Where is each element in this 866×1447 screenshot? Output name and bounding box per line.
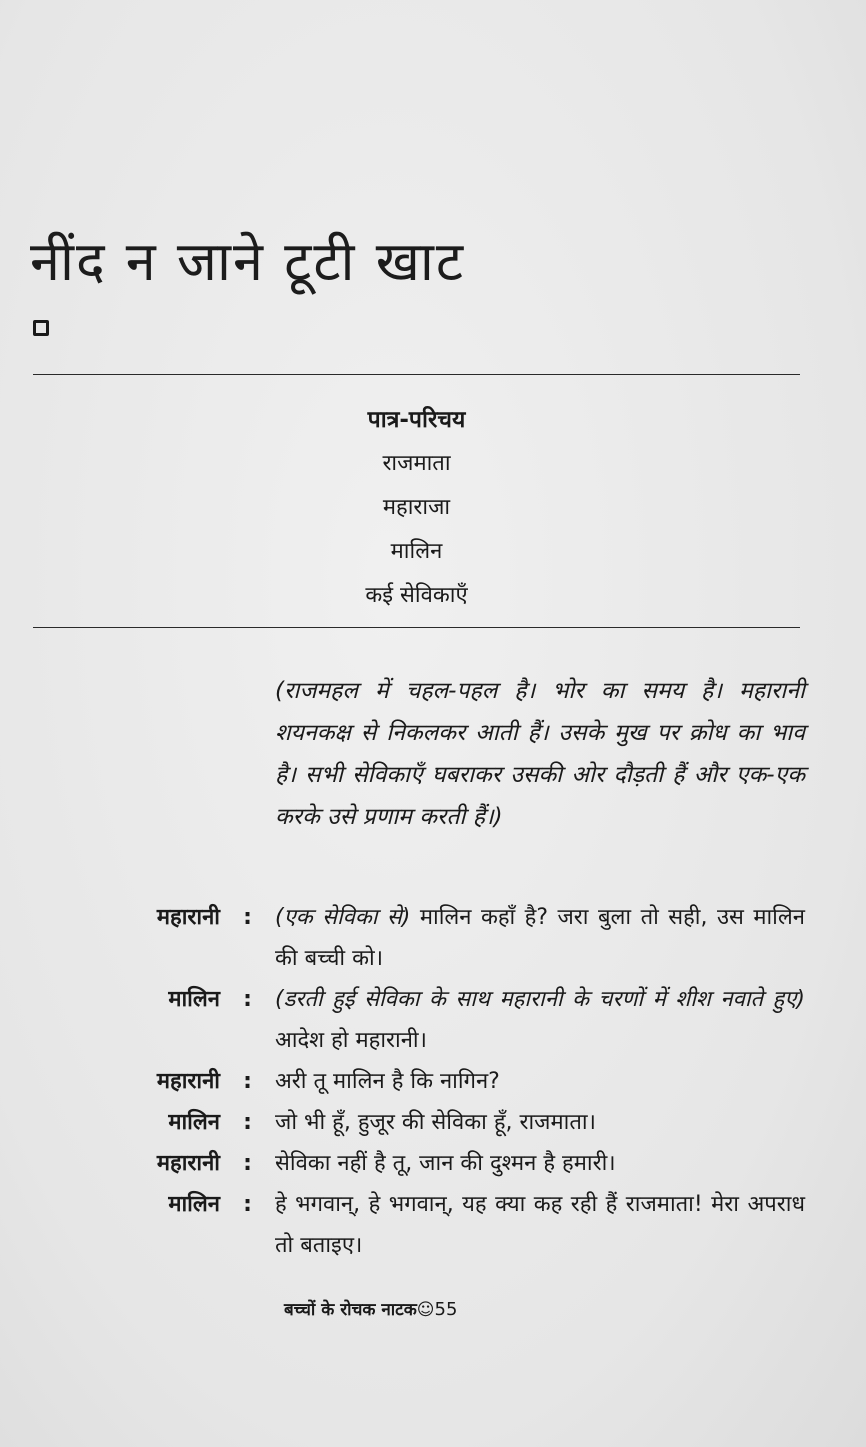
speaker-name: मालिन	[168, 1192, 220, 1217]
dialogue-line	[0, 1102, 866, 1143]
bottom-divider	[33, 627, 800, 628]
speaker-colon: :	[243, 987, 252, 1012]
dialogue-speech: आदेश हो महारानी।	[275, 1028, 427, 1053]
play-title: नींद न जाने टूटी खाट	[30, 230, 466, 293]
dialogue-text	[275, 897, 805, 979]
top-divider	[33, 374, 800, 375]
dialogue-direction: (एक सेविका से)	[275, 905, 411, 930]
dialogue-list	[0, 897, 866, 1266]
cast-member: कई सेविकाएँ	[365, 583, 468, 608]
speaker-name: महारानी	[156, 905, 220, 930]
dialogue-speech: अरी तू मालिन है कि नागिन?	[275, 1069, 500, 1094]
speaker-name: मालिन	[168, 987, 220, 1012]
smiley-icon: ☺	[416, 1300, 435, 1320]
book-title: बच्चों के रोचक नाटक	[284, 1300, 417, 1320]
cast-heading: पात्र-परिचय	[367, 407, 466, 433]
dialogue-speech: सेविका नहीं है तू, जान की दुश्मन है हमारी।	[275, 1151, 616, 1176]
cast-list	[0, 398, 833, 618]
page-number: 55	[434, 1299, 458, 1320]
dialogue-speech: हे भगवान्, हे भगवान्, यह क्या कह रही हैं राजमाता! मेरा अपराध तो बताइए।	[275, 1192, 805, 1258]
cast-member: राजमाता	[382, 451, 451, 476]
speaker-name: महारानी	[156, 1069, 220, 1094]
speaker-colon: :	[243, 1069, 252, 1094]
dialogue-text	[275, 1061, 805, 1102]
speaker-colon: :	[243, 905, 252, 930]
dialogue-line	[0, 897, 866, 979]
speaker-name: मालिन	[168, 1110, 220, 1135]
dialogue-text	[275, 1184, 805, 1266]
dialogue-direction: (डरती हुई सेविका के साथ महारानी के चरणों में शीश नवाते हुए)	[275, 987, 805, 1012]
stage-direction: (राजमहल में चहल-पहल है। भोर का समय है। महारानी शयनकक्ष से निकलकर आती हैं। उसके मुख पर क्रोध का भाव है। सभी सेविकाएँ घबराकर उसकी ओर दौड़ती हैं और एक-एक करके उसे प्रणाम करती हैं।)	[275, 678, 805, 830]
speaker-colon: :	[243, 1192, 252, 1217]
dialogue-text	[275, 1143, 805, 1184]
speaker-colon: :	[243, 1151, 252, 1176]
dialogue-line	[0, 1184, 866, 1266]
dialogue-speech: मालिन कहाँ है? जरा बुला तो सही, उस मालिन की बच्ची को।	[275, 905, 805, 971]
dialogue-line	[0, 1061, 866, 1102]
speaker-colon: :	[243, 1110, 252, 1135]
dialogue-speech: जो भी हूँ, हुजूर की सेविका हूँ, राजमाता।	[275, 1110, 596, 1135]
dialogue-line	[0, 1143, 866, 1184]
page-footer	[284, 1297, 457, 1320]
checkbox-square-icon	[33, 320, 49, 336]
dialogue-line	[0, 979, 866, 1061]
dialogue-text	[275, 979, 805, 1061]
speaker-name: महारानी	[156, 1151, 220, 1176]
cast-member: महाराजा	[382, 495, 451, 520]
dialogue-text	[275, 1102, 805, 1143]
cast-member: मालिन	[390, 539, 443, 564]
